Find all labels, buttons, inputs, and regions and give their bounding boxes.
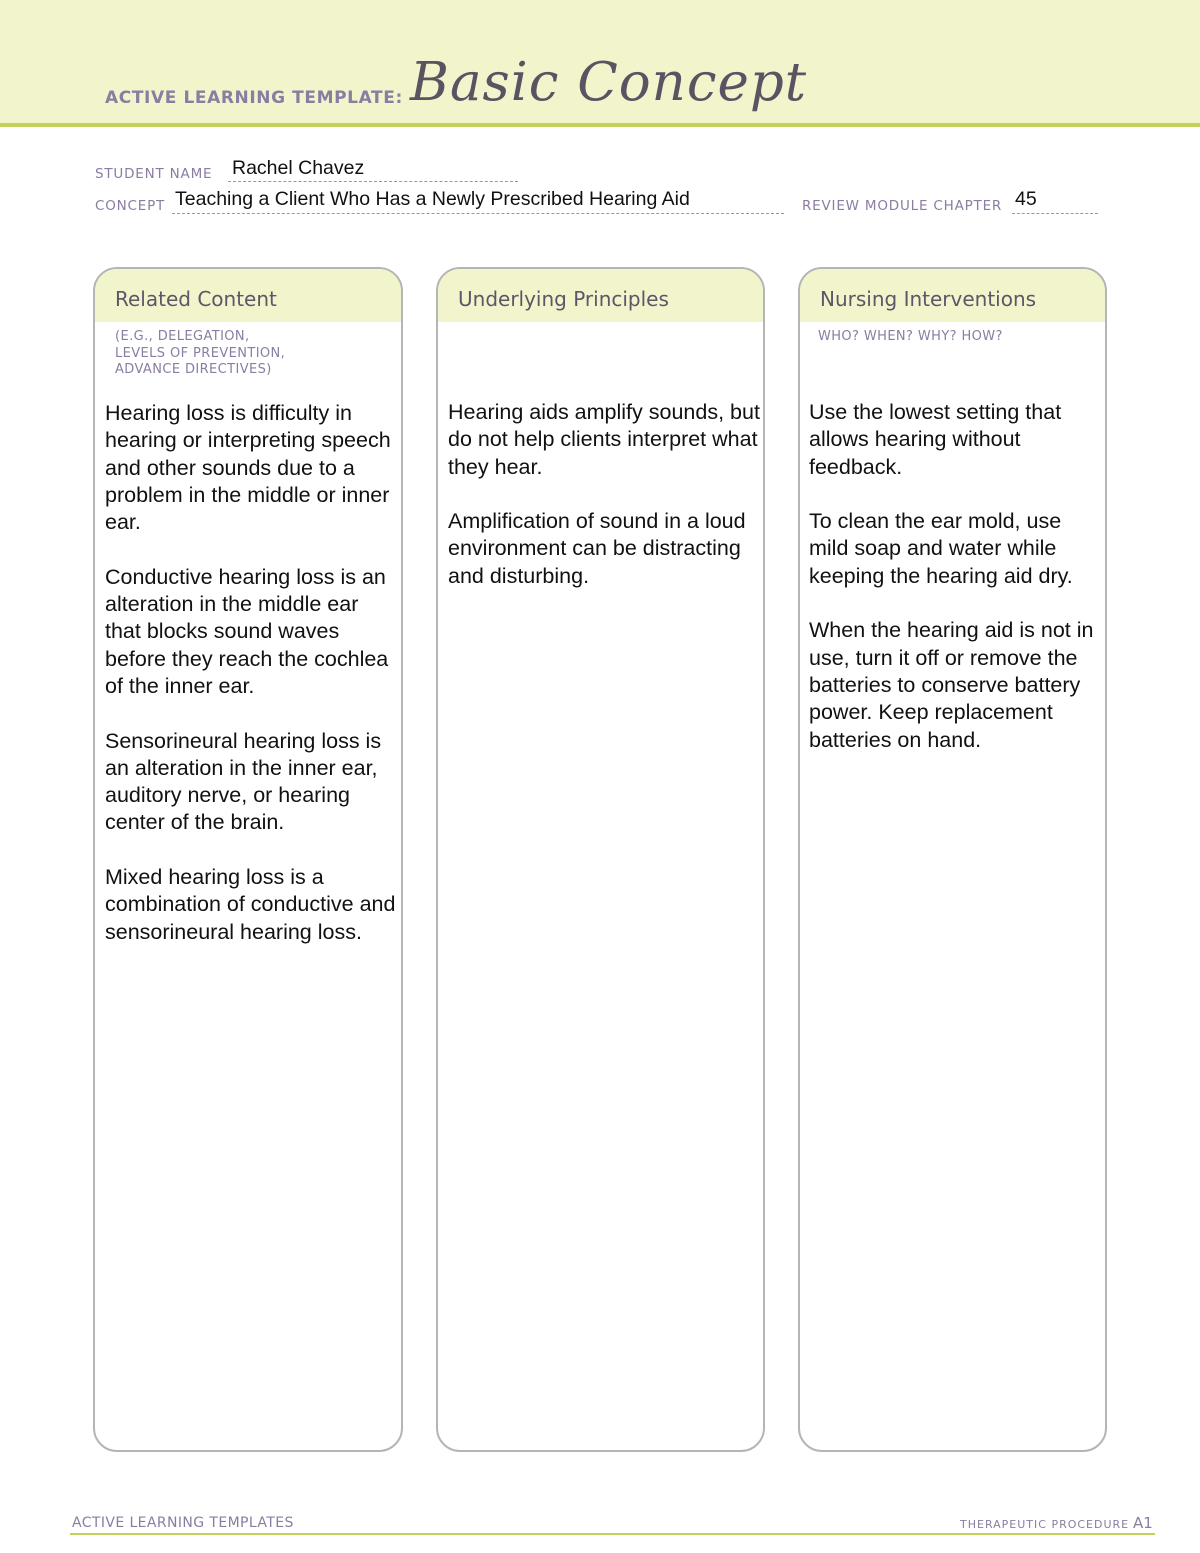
related-content-column [93,267,403,1452]
template-label: ACTIVE LEARNING TEMPLATE: [105,88,403,108]
paragraph: Mixed hearing loss is a combination of conductive and sensorineural hearing loss. [105,865,396,944]
related-content-body [105,400,397,973]
footer-left-label: ACTIVE LEARNING TEMPLATES [72,1515,294,1531]
concept-value: Teaching a Client Who Has a Newly Prescribed Hearing Aid [175,188,690,210]
nursing-interventions-subtitle: WHO? WHEN? WHY? HOW? [818,329,1003,344]
subtitle-line: (E.G., DELEGATION, [115,329,250,344]
header-rule [0,123,1200,127]
review-module-label: REVIEW MODULE CHAPTER [802,198,1003,214]
paragraph: When the hearing aid is not in use, turn it off or remove the batteries to conserve battery power. Keep replacement batteries on hand. [809,618,1094,752]
subtitle-line: ADVANCE DIRECTIVES) [115,362,272,377]
paragraph: Hearing loss is difficulty in hearing or interpreting speech and other sounds due to a problem in the middle or inner ear. [105,401,391,535]
paragraph: Use the lowest setting that allows hearing without feedback. [809,400,1062,479]
paragraph: Conductive hearing loss is an alteration in the middle ear that blocks sound waves before they reach the cochlea of the inner ear. [105,564,389,698]
paragraph: Hearing aids amplify sounds, but do not help clients interpret what they hear. [448,400,760,479]
footer-code: A1 [1133,1514,1153,1532]
nursing-interventions-title: Nursing Interventions [820,287,1037,311]
related-content-title: Related Content [115,287,277,311]
nursing-interventions-body [809,399,1103,781]
footer-right-label: THERAPEUTIC PROCEDURE [960,1518,1130,1531]
paragraph: Amplification of sound in a loud environment can be distracting and disturbing. [448,509,746,588]
paragraph: To clean the ear mold, use mild soap and water while keeping the hearing aid dry. [809,509,1073,588]
underlying-principles-column [436,267,765,1452]
nursing-interventions-column [798,267,1107,1452]
concept-line [172,213,784,214]
student-name-label: STUDENT NAME [95,166,213,182]
paragraph: Sensorineural hearing loss is an alteration in the inner ear, auditory nerve, or hearing center of the brain. [105,728,382,835]
review-module-line [1012,213,1098,214]
concept-label: CONCEPT [95,198,166,214]
footer-rule [70,1533,1155,1535]
student-name-line [228,181,518,182]
student-name-value: Rachel Chavez [232,157,365,179]
review-module-value: 45 [1015,188,1037,210]
underlying-principles-body [448,399,760,617]
underlying-principles-title: Underlying Principles [458,287,669,311]
related-content-subtitle [115,329,285,379]
subtitle-line: LEVELS OF PREVENTION, [115,345,286,361]
template-title: Basic Concept [410,52,808,113]
